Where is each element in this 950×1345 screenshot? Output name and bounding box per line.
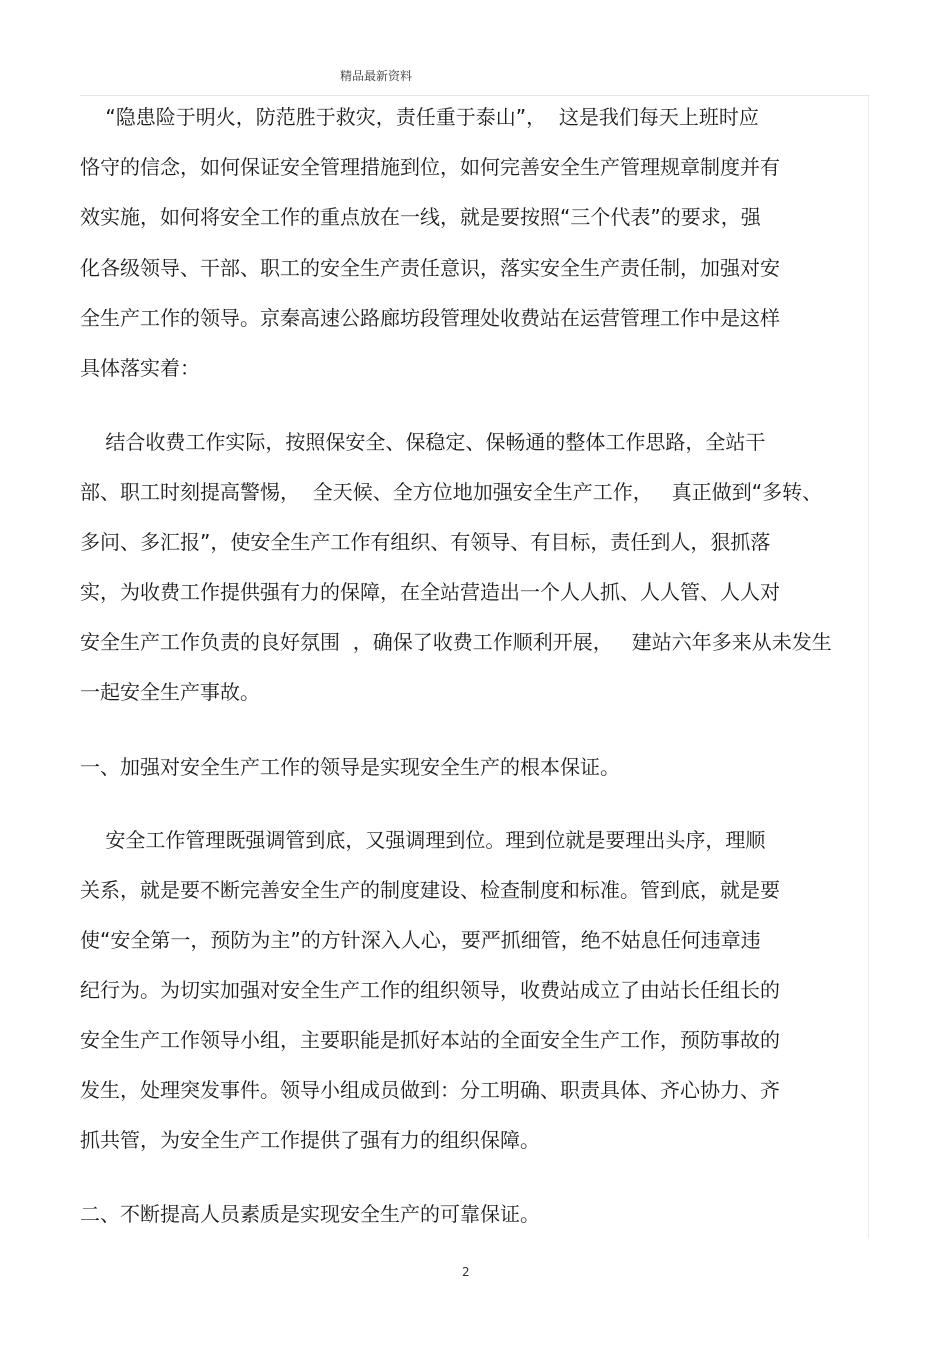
paragraph-3-line-3: 使“安全第一，预防为主”的方针深入人心，要严抓细管，绝不姑息任何违章违 — [80, 928, 761, 952]
paragraph-2-line-2: 部、职工时刻提高警惕， 全天候、全方位地加强安全生产工作， 真正做到“多转、 — [80, 480, 823, 504]
page-number: 2 — [462, 1265, 470, 1279]
paragraph-2-line-4: 实，为收费工作提供强有力的保障，在全站营造出一个人人抓、人人管、人人对 — [80, 580, 780, 604]
header-divider — [80, 95, 870, 96]
right-margin-divider — [868, 96, 869, 1238]
section-heading-1: 一、加强对安全生产工作的领导是实现安全生产的根本保证。 — [80, 755, 620, 779]
paragraph-3-line-7: 抓共管，为安全生产工作提供了强有力的组织保障。 — [80, 1128, 540, 1152]
paragraph-1-line-1: “隐患险于明火，防范胜于救灾，责任重于泰山”， 这是我们每天上班时应 — [80, 105, 759, 129]
paragraph-1-line-5: 全生产工作的领导。京秦高速公路廊坊段管理处收费站在运营管理工作中是这样 — [80, 306, 780, 330]
paragraph-2-line-5: 安全生产工作负责的良好氛围 ，确保了收费工作顺利开展， 建站六年多来从未发生 — [80, 630, 832, 654]
paragraph-2-line-6: 一起安全生产事故。 — [80, 680, 260, 704]
paragraph-1-line-2: 恪守的信念，如何保证安全管理措施到位，如何完善安全生产管理规章制度并有 — [80, 155, 780, 179]
paragraph-3-line-6: 发生，处理突发事件。领导小组成员做到：分工明确、职责具体、齐心协力、齐 — [80, 1078, 780, 1102]
paragraph-2-line-3: 多问、多汇报”，使安全生产工作有组织、有领导、有目标，责任到人，狠抓落 — [80, 530, 771, 554]
paragraph-3-line-2: 关系，就是要不断完善安全生产的制度建设、检查制度和标准。管到底，就是要 — [80, 878, 780, 902]
paragraph-3-line-1: 安全工作管理既强调管到底，又强调理到位。理到位就是要理出头序，理顺 — [80, 828, 766, 852]
paragraph-1-line-6: 具体落实着： — [80, 356, 200, 380]
section-heading-2: 二、不断提高人员素质是实现安全生产的可靠保证。 — [80, 1202, 540, 1226]
paragraph-3-line-5: 安全生产工作领导小组，主要职能是抓好本站的全面安全生产工作，预防事故的 — [80, 1028, 780, 1052]
paragraph-2-line-1: 结合收费工作实际，按照保安全、保稳定、保畅通的整体工作思路，全站干 — [80, 430, 766, 454]
page-header: 精品最新资料 — [340, 69, 413, 83]
paragraph-1-line-4: 化各级领导、干部、职工的安全生产责任意识，落实安全生产责任制，加强对安 — [80, 256, 780, 280]
paragraph-3-line-4: 纪行为。为切实加强对安全生产工作的组织领导，收费站成立了由站长任组长的 — [80, 978, 780, 1002]
paragraph-1-line-3: 效实施，如何将安全工作的重点放在一线，就是要按照“三个代表”的要求，强 — [80, 205, 761, 229]
